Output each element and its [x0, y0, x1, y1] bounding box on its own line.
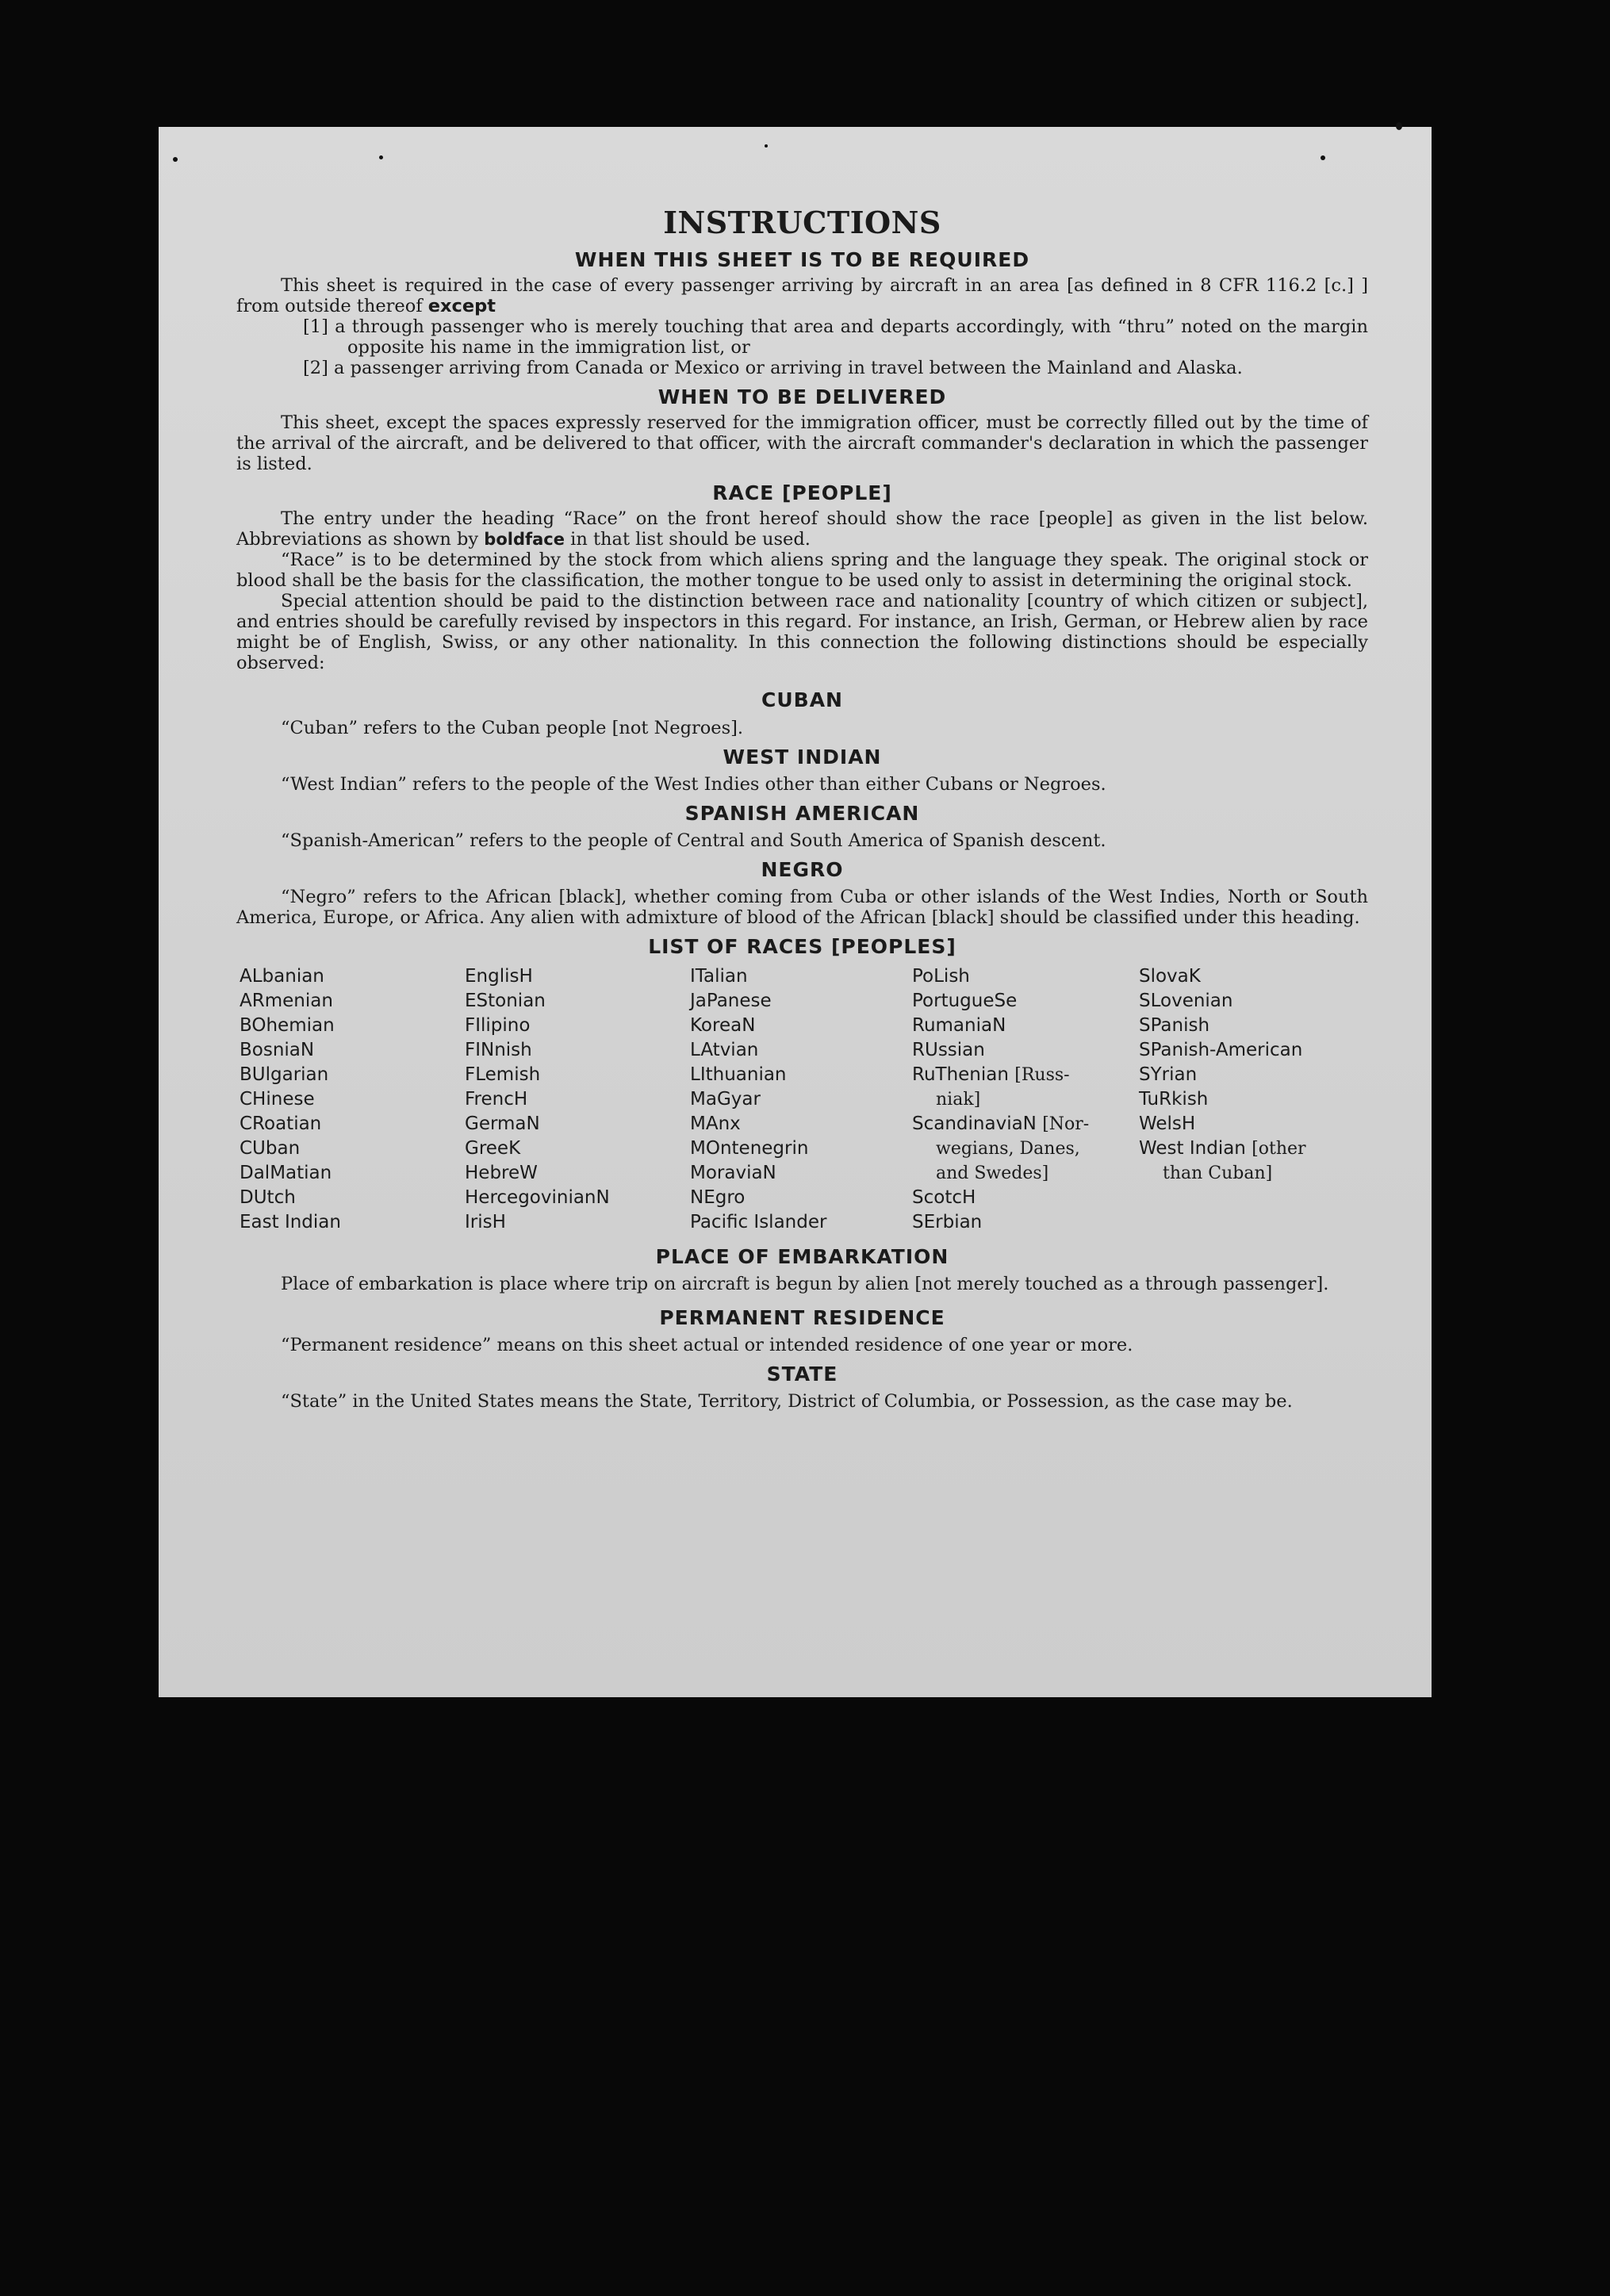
race-entry: MoraviaN	[690, 1162, 776, 1183]
race-entry: East Indian	[240, 1211, 341, 1232]
races-column-4-top	[912, 964, 1139, 1063]
race-entry: CRoatian	[240, 1113, 322, 1134]
races-column-4	[912, 964, 1139, 1235]
race-entry: SLovenian	[1139, 990, 1233, 1011]
race-entry: GreeK	[465, 1137, 521, 1159]
race-entry: SlovaK	[1139, 965, 1201, 987]
races-list	[240, 964, 1368, 1235]
section-heading-residence: PERMANENT RESIDENCE	[659, 1305, 945, 1329]
race-entry: BUlgarian	[240, 1064, 329, 1085]
race-entry: MaGyar	[690, 1088, 761, 1110]
spanish-american-text: “Spanish-American” refers to the people of Central and South America of Spanish descent.	[281, 830, 1106, 852]
section-heading-west-indian: WEST INDIAN	[723, 745, 882, 769]
race-ruthenian-cont: niak]	[936, 1089, 981, 1110]
race-paragraph-2: “Race” is to be determined by the stock from which aliens spring and the language they speak. The original stock or blood shall be the basis for the classification, the mother tongue to be used only to assist in determining the original stock.	[236, 550, 1368, 592]
page-title: INSTRUCTIONS	[663, 205, 941, 240]
paper-speck	[1396, 122, 1402, 130]
races-column-1	[240, 964, 465, 1235]
race-scandinavian-cont: wegians, Danes,	[936, 1138, 1080, 1159]
section-heading-spanish-american: SPANISH AMERICAN	[684, 801, 920, 825]
race-entry: ScotcH	[912, 1186, 976, 1208]
race-entry: BosniaN	[240, 1039, 315, 1060]
race-entry: ITalian	[690, 965, 748, 987]
section-heading-delivered: WHEN TO BE DELIVERED	[657, 385, 947, 408]
required-item-1: [1] a through passenger who is merely touching that area and departs accordingly, with “thru” noted on the margin opposite his name in the immigration list, or	[303, 316, 1368, 358]
race-entry: TuRkish	[1139, 1088, 1209, 1110]
required-except: except	[427, 295, 496, 316]
section-heading-embarkation: PLACE OF EMBARKATION	[655, 1244, 949, 1268]
section-heading-state: STATE	[766, 1363, 838, 1386]
races-column-5-top	[1139, 964, 1377, 1137]
race-entry: PoLish	[912, 965, 970, 987]
document-page	[159, 127, 1432, 1697]
races-column-3	[690, 964, 912, 1235]
race-ruthenian: RuThenian [Russ-	[912, 1064, 1070, 1085]
race-entry: ARmenian	[240, 990, 333, 1011]
race-entry: HercegovinianN	[465, 1186, 610, 1208]
race-entry: RumaniaN	[912, 1014, 1006, 1036]
required-item-2: [2] a passenger arriving from Canada or Mexico or arriving in travel between the Mainland and Alaska.	[303, 357, 1243, 378]
race-entry: FLemish	[465, 1064, 541, 1085]
race-paragraph-1: The entry under the heading “Race” on the front hereof should show the race [people] as given in the list below. Abbreviations as shown by boldface in that list should be used.	[236, 508, 1368, 550]
race-scandinavian: ScandinaviaN [Nor-	[912, 1113, 1090, 1134]
race-entry: MOntenegrin	[690, 1137, 809, 1159]
race-entry: LAtvian	[690, 1039, 759, 1060]
delivered-text: This sheet, except the spaces expressly reserved for the immigration officer, must be correctly filled out by the time of the arrival of the aircraft, and be delivered to that officer, with the aircraft commander's declaration in which the passenger is listed.	[236, 412, 1368, 475]
race-entry: KoreaN	[690, 1014, 756, 1036]
race-entry: IrisH	[465, 1211, 506, 1232]
cuban-text: “Cuban” refers to the Cuban people [not Negroes].	[281, 717, 744, 738]
race-entry: DalMatian	[240, 1162, 332, 1183]
race-entry: HebreW	[465, 1162, 538, 1183]
race-entry: NEgro	[690, 1186, 746, 1208]
race-entry: MAnx	[690, 1113, 741, 1134]
races-column-5	[1139, 964, 1377, 1235]
paper-speck	[765, 144, 768, 148]
race-entry: ALbanian	[240, 965, 324, 987]
race-entry: DUtch	[240, 1186, 296, 1208]
race-entry: Pacific Islander	[690, 1211, 827, 1232]
embarkation-text: Place of embarkation is place where trip on aircraft is begun by alien [not merely touched as a through passenger].	[281, 1273, 1329, 1294]
paper-speck	[379, 155, 383, 159]
paper-speck	[1321, 155, 1325, 160]
required-intro: This sheet is required in the case of every passenger arriving by aircraft in an area [as defined in 8 CFR 116.2 [c.] ] from outside thereof except	[236, 274, 1368, 316]
race-entry: FrencH	[465, 1088, 528, 1110]
races-column-4-bottom	[912, 1186, 1139, 1235]
race-entry: FINnish	[465, 1039, 532, 1060]
race-entry: CHinese	[240, 1088, 315, 1110]
race-entry: EnglisH	[465, 965, 533, 987]
race-entry: RUssian	[912, 1039, 985, 1060]
race-entry: SPanish-American	[1139, 1039, 1303, 1060]
race-entry: LIthuanian	[690, 1064, 787, 1085]
west-indian-text: “West Indian” refers to the people of the West Indies other than either Cubans or Negroes.	[281, 773, 1106, 795]
race-entry: FIlipino	[465, 1014, 531, 1036]
race-west-indian: West Indian [other	[1139, 1137, 1306, 1159]
race-entry: CUban	[240, 1137, 301, 1159]
race-entry: EStonian	[465, 990, 546, 1011]
race-entry: SPanish	[1139, 1014, 1210, 1036]
race-entry: BOhemian	[240, 1014, 335, 1036]
race-west-indian-cont: than Cuban]	[1163, 1163, 1273, 1183]
section-heading-cuban: CUBAN	[761, 688, 843, 712]
section-heading-races-list: LIST OF RACES [PEOPLES]	[648, 935, 956, 959]
residence-text: “Permanent residence” means on this sheet actual or intended residence of one year or more.	[281, 1335, 1133, 1356]
race-entry: GermaN	[465, 1113, 540, 1134]
race-entry: SErbian	[912, 1211, 983, 1232]
negro-text: “Negro” refers to the African [black], whether coming from Cuba or other islands of the West Indies, North or South America, Europe, or Africa. Any alien with admixture of blood of the African [black] should be classified under this heading.	[236, 887, 1368, 929]
paper-speck	[173, 157, 178, 162]
section-heading-negro: NEGRO	[761, 858, 844, 882]
races-column-2	[465, 964, 690, 1235]
state-text: “State” in the United States means the State, Territory, District of Columbia, or Possession, as the case may be.	[281, 1391, 1293, 1412]
race-entry: WelsH	[1139, 1113, 1196, 1134]
race-entry: PortugueSe	[912, 990, 1018, 1011]
section-heading-race: RACE [PEOPLE]	[712, 481, 892, 505]
section-heading-required: WHEN THIS SHEET IS TO BE REQUIRED	[574, 247, 1030, 271]
race-paragraph-3: Special attention should be paid to the distinction between race and nationality [country of which citizen or subject], and entries should be carefully revised by inspectors in this regard. For instance, an Irish, German, or Hebrew alien by race might be of English, Swiss, or any other nationality. In this connection the following distinctions should be especially observed:	[236, 591, 1368, 674]
race-entry: SYrian	[1139, 1064, 1198, 1085]
race-entry: JaPanese	[690, 990, 772, 1011]
race-scandinavian-cont-2: and Swedes]	[936, 1163, 1049, 1183]
